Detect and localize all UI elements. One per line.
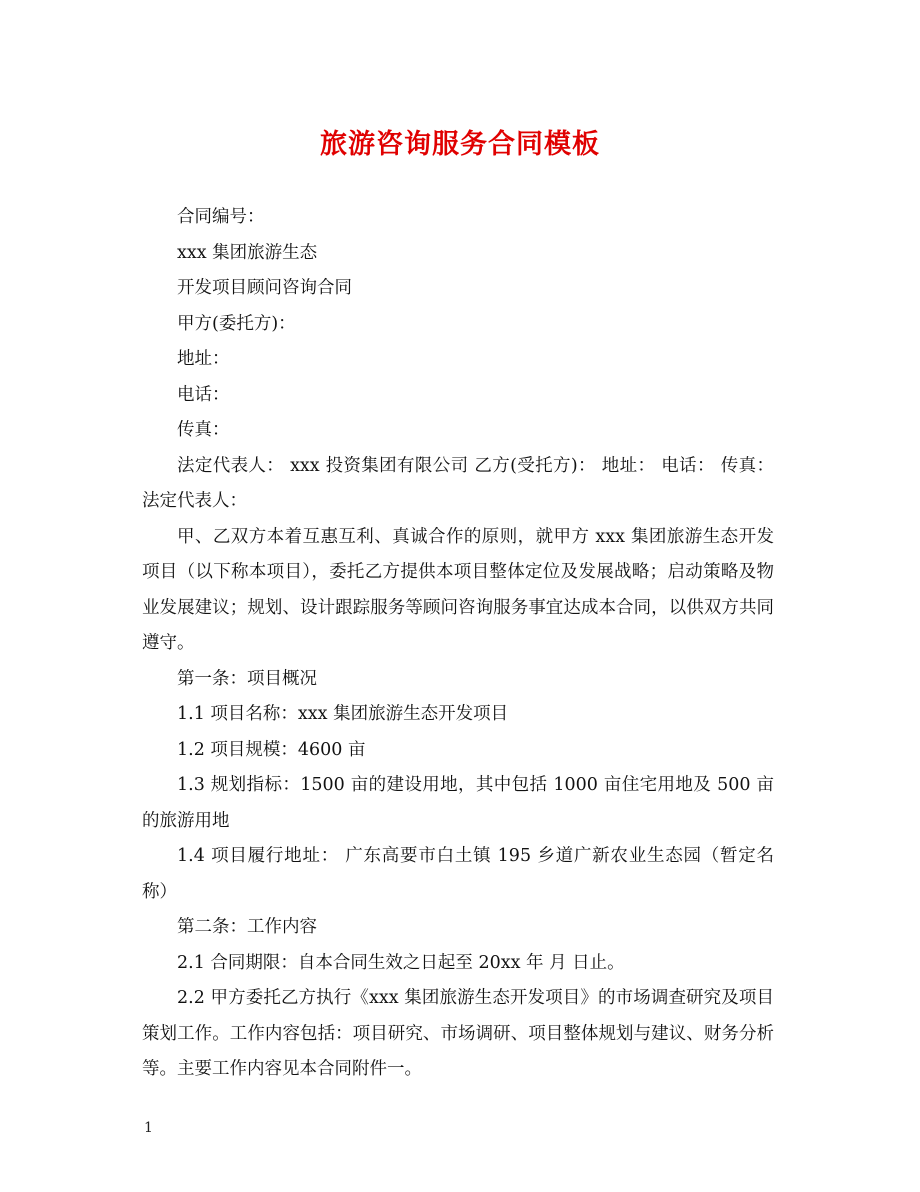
phone-line: 电话： [177,384,230,405]
clause-1-1: 1.1 项目名称：xxx 集团旅游生态开发项目 [177,704,509,724]
document-title: 旅游咨询服务合同模板 [320,129,600,160]
fax-line: 传真： [177,420,230,440]
page-number: 1 [144,1120,153,1136]
clause-2-2: 2.2 甲方委托乙方执行《xxx 集团旅游生态开发项目》的市场调查研究及项目策划工作。工作内容包括：项目研究、市场调研、项目整体规划与建议、财务分析等。主要工作内容见本合同附件一。 [142,988,774,1079]
clause-1-3: 1.3 规划指标：1500 亩的建设用地，其中包括 1000 亩住宅用地及 500 亩的旅游用地 [142,775,774,831]
preamble-paragraph: 甲、乙双方本着互惠互利、真诚合作的原则，就甲方 xxx 集团旅游生态开发项目（以下称本项目），委托乙方提供本项目整体定位及发展战略；启动策略及物业发展建议；规划、设计跟踪服务等顾问咨询服务事宜达成本合同，以供双方共同遵守。 [142,526,774,653]
address-line: 地址： [177,349,230,369]
group-name-line: xxx 集团旅游生态 [177,242,318,263]
clause-1-2: 1.2 项目规模：4600 亩 [177,739,366,760]
party-a-line: 甲方(委托方)： [177,313,296,334]
document-body [142,200,774,1088]
article-one-heading: 第一条：项目概况 [177,668,317,689]
clause-2-1: 2.1 合同期限：自本合同生效之日起至 20xx 年 月 日止。 [177,952,625,973]
contract-number-line: 合同编号： [177,207,265,227]
article-two-heading: 第二条：工作内容 [177,917,317,937]
representative-paragraph: 法定代表人： xxx 投资集团有限公司 乙方(受托方)： 地址： 电话： 传真： 法定代表人： [142,455,774,511]
clause-1-4: 1.4 项目履行地址： 广东高要市白土镇 195 乡道广新农业生态园（暂定名称） [142,846,774,902]
contract-name-line: 开发项目顾问咨询合同 [177,278,352,298]
